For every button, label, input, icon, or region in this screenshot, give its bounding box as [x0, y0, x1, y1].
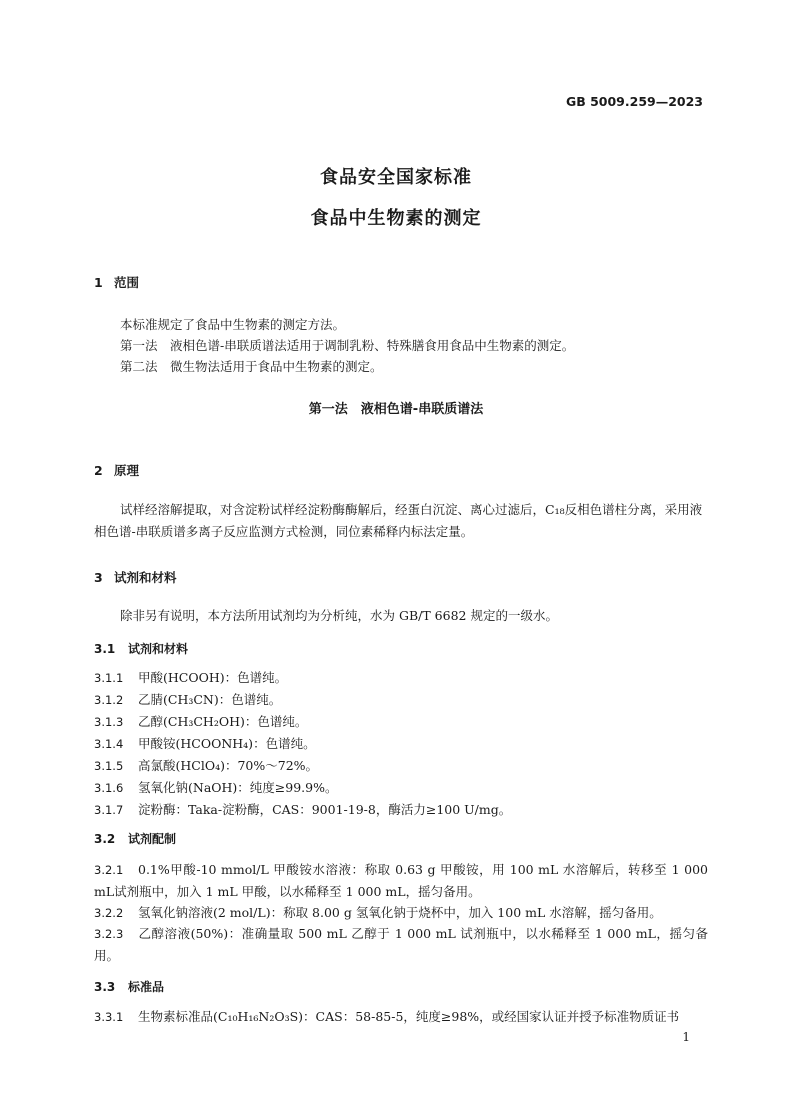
item-number: 3.1.7	[94, 803, 124, 817]
item-text: 氢氧化钠(NaOH)：纯度≥99.9%。	[138, 780, 338, 795]
reagent-item	[94, 668, 287, 686]
standard-code: GB 5009.259—2023	[565, 94, 703, 109]
item-number: 3.2.2	[94, 906, 124, 920]
reagent-item	[94, 800, 511, 818]
scope-paragraph-3: 第二法 微生物法适用于食品中生物素的测定。	[120, 359, 383, 374]
subsection-number: 3.1	[94, 642, 116, 656]
subsection-3-2-heading	[94, 830, 176, 847]
section-title: 试剂和材料	[114, 570, 177, 585]
item-text: 乙醇(CH₃CH₂OH)：色谱纯。	[138, 714, 308, 729]
page-title: 食品安全国家标准	[320, 167, 472, 188]
reagents-intro: 除非另有说明，本方法所用试剂均为分析纯，水为 GB/T 6682 规定的一级水。	[120, 608, 558, 623]
reagent-item	[94, 778, 337, 796]
section-title: 范围	[114, 275, 140, 290]
reagent-item	[94, 690, 281, 708]
item-number: 3.1.6	[94, 781, 124, 795]
item-text: 淀粉酶：Taka-淀粉酶，CAS：9001-19-8，酶活力≥100 U/mg。	[138, 802, 512, 817]
subsection-title: 标准品	[128, 980, 165, 994]
method-one-heading: 第一法 液相色谱-串联质谱法	[308, 402, 484, 417]
item-text: 0.1%甲酸-10 mmol/L 甲酸铵水溶液：称取 0.63 g 甲酸铵，用 100 mL 水溶解后，转移至 1 000 mL试剂瓶中，加入 1 mL 甲酸，以水稀释至 1 000 mL，摇匀备用。	[94, 862, 708, 899]
subsection-title: 试剂和材料	[128, 642, 189, 656]
prep-item	[94, 923, 708, 967]
reagent-item	[94, 712, 307, 730]
principle-paragraph: 试样经溶解提取，对含淀粉试样经淀粉酶酶解后，经蛋白沉淀、离心过滤后，C₁₈反相色谱柱分离，采用液相色谱-串联质谱多离子反应监测方式检测，同位素稀释内标法定量。	[94, 502, 703, 539]
item-text: 甲酸铵(HCOONH₄)：色谱纯。	[138, 736, 316, 751]
section-reagents-heading	[94, 568, 177, 586]
scope-paragraph-2: 第一法 液相色谱-串联质谱法适用于调制乳粉、特殊膳食用食品中生物素的测定。	[120, 338, 575, 353]
scope-paragraph-1: 本标准规定了食品中生物素的测定方法。	[120, 317, 346, 332]
reagent-item	[94, 756, 318, 774]
section-number: 3	[94, 570, 103, 585]
section-number: 2	[94, 463, 103, 478]
item-number: 3.2.3	[94, 927, 124, 941]
subsection-number: 3.2	[94, 832, 116, 846]
subsection-number: 3.3	[94, 980, 116, 994]
reagent-item	[94, 734, 316, 752]
item-text: 乙腈(CH₃CN)：色谱纯。	[138, 692, 282, 707]
section-number: 1	[94, 275, 103, 290]
standard-item	[94, 1007, 679, 1025]
prep-item	[94, 902, 708, 924]
subsection-title: 试剂配制	[128, 832, 177, 846]
item-text: 乙醇溶液(50%)：准确量取 500 mL 乙醇于 1 000 mL 试剂瓶中，以水稀释至 1 000 mL，摇匀备用。	[94, 926, 708, 963]
item-number: 3.1.3	[94, 715, 124, 729]
subsection-3-1-heading	[94, 640, 188, 657]
item-number: 3.2.1	[94, 863, 124, 877]
item-number: 3.1.1	[94, 671, 124, 685]
prep-item	[94, 859, 708, 903]
subsection-3-3-heading	[94, 978, 164, 995]
item-number: 3.3.1	[94, 1010, 124, 1024]
page-subtitle: 食品中生物素的测定	[310, 208, 482, 229]
item-number: 3.1.4	[94, 737, 124, 751]
item-text: 高氯酸(HClO₄)：70%～72%。	[138, 758, 319, 773]
item-number: 3.1.2	[94, 693, 124, 707]
section-title: 原理	[114, 463, 140, 478]
section-scope-heading	[94, 273, 139, 291]
item-number: 3.1.5	[94, 759, 124, 773]
page-number: 1	[682, 1030, 690, 1044]
section-principle-heading	[94, 461, 139, 479]
item-text: 生物素标准品(C₁₀H₁₆N₂O₃S)：CAS：58-85-5，纯度≥98%，或经国家认证并授予标准物质证书	[138, 1009, 680, 1024]
item-text: 氢氧化钠溶液(2 mol/L)：称取 8.00 g 氢氧化钠于烧杯中，加入 100 mL 水溶解，摇匀备用。	[138, 905, 662, 920]
item-text: 甲酸(HCOOH)：色谱纯。	[138, 670, 288, 685]
